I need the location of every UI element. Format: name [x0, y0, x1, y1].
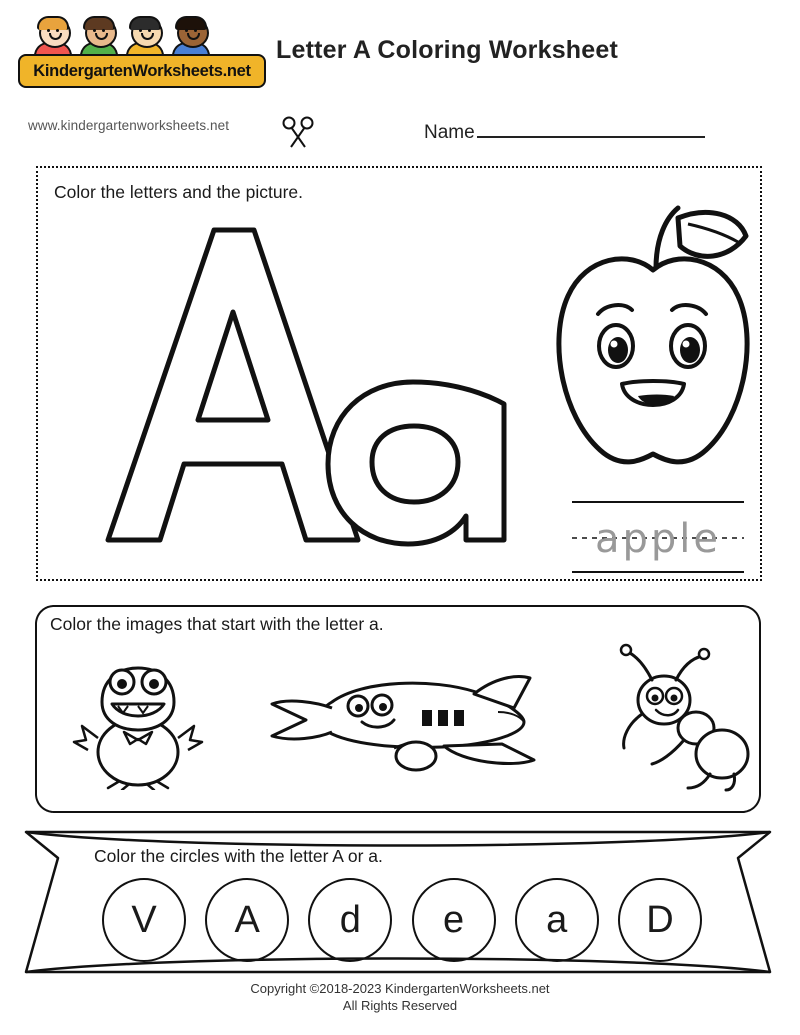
rights-text: All Rights Reserved [342, 998, 458, 1013]
letter-circle[interactable]: A [205, 878, 289, 962]
name-label: Name [424, 122, 475, 143]
page-footer [0, 980, 800, 1014]
name-input-line[interactable] [477, 122, 705, 138]
section3-instruction: Color the circles with the letter A or a. [94, 846, 383, 866]
site-url: www.kindergartenworksheets.net [28, 118, 230, 133]
letter-circles-row [102, 878, 702, 962]
letter-circle[interactable]: V [102, 878, 186, 962]
trace-word[interactable]: apple [594, 516, 721, 562]
section2-instruction: Color the images that start with the letter a. [50, 614, 384, 634]
section-color-letters [36, 166, 762, 581]
name-field-row [424, 122, 705, 144]
letter-circle[interactable]: D [618, 878, 702, 962]
section-color-images [30, 600, 766, 818]
letter-circle[interactable]: e [412, 878, 496, 962]
letter-circle[interactable]: a [515, 878, 599, 962]
section1-instruction: Color the letters and the picture. [54, 182, 304, 202]
page-title: Letter A Coloring Worksheet [276, 36, 619, 64]
ant-illustration[interactable] [610, 642, 750, 792]
lowercase-a-outline[interactable] [308, 364, 518, 554]
copyright-text: Copyright ©2018-2023 KindergartenWorksheets.net [250, 981, 550, 996]
letter-circle[interactable]: d [308, 878, 392, 962]
page-header [0, 0, 800, 150]
logo-banner [18, 54, 266, 88]
scissors-icon [278, 116, 318, 150]
logo-text: KindergartenWorksheets.net [33, 62, 251, 80]
kids-illustration [26, 14, 241, 56]
site-logo[interactable] [18, 14, 266, 88]
airplane-illustration[interactable] [262, 658, 547, 783]
apple-illustration[interactable] [538, 198, 768, 478]
section-color-circles [22, 828, 774, 976]
alligator-illustration[interactable] [72, 642, 204, 790]
